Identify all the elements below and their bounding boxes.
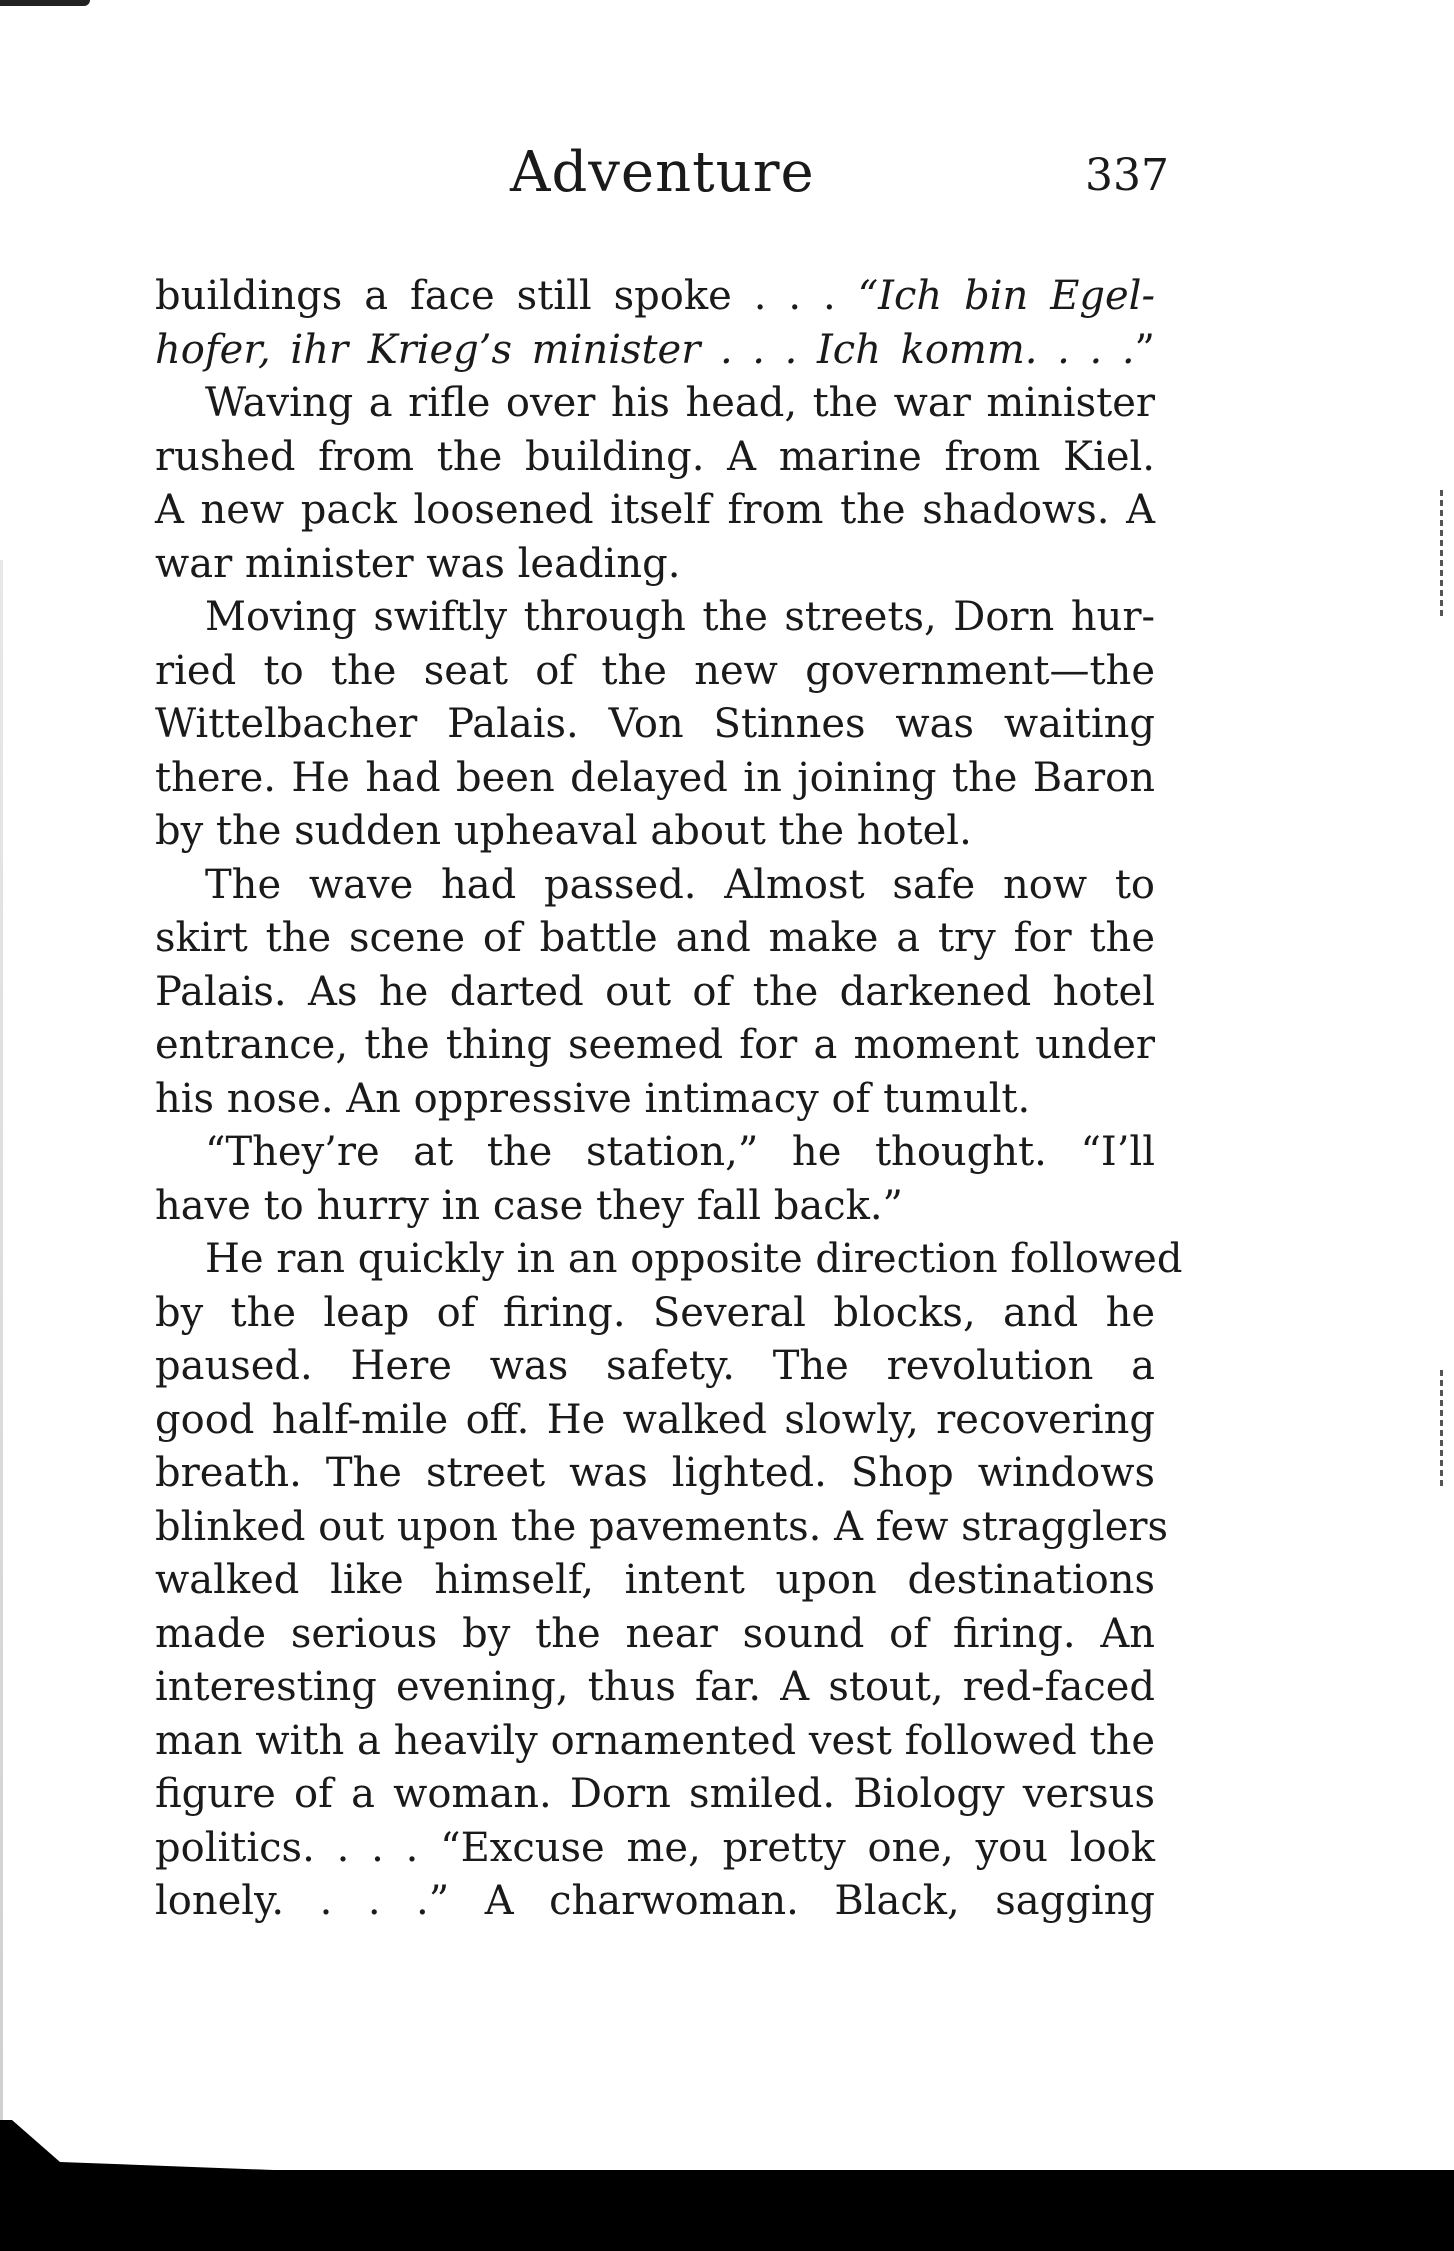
text-line: man with a heavily ornamented vest followed the [155, 1717, 1155, 1764]
text-line: buildings a face still spoke . . . “Ich bin Egel- [155, 273, 1155, 319]
text-line: A new pack loosened itself from the shadows. A [155, 487, 1155, 533]
text-line: made serious by the near sound of firing. An [155, 1610, 1155, 1657]
page-title: Adventure [510, 140, 815, 205]
text-line: Moving swiftly through the streets, Dorn hur- [205, 594, 1155, 640]
scan-artifact-bottom-bar [0, 2170, 1454, 2251]
text-line: his nose. An oppressive intimacy of tumult. [155, 1075, 1031, 1122]
text-line: He ran quickly in an opposite direction followed [205, 1236, 1183, 1282]
body-text [155, 270, 1183, 1929]
text-line: blinked out upon the pavements. A few stragglers [155, 1503, 1169, 1550]
scan-artifact-right-mark [1440, 490, 1443, 620]
text-line: hofer, ihr Krieg’s minister . . . Ich komm. . . .” [155, 326, 1155, 373]
text-line: rushed from the building. A marine from Kiel. [155, 433, 1155, 480]
text-line: “They’re at the station,” he thought. “I’ll [205, 1129, 1155, 1175]
text-line: good half-mile off. He walked slowly, recovering [155, 1396, 1155, 1443]
scan-artifact-top [0, 0, 90, 6]
text-line: The wave had passed. Almost safe now to [205, 861, 1155, 908]
text-line: by the leap of firing. Several blocks, and he [155, 1289, 1155, 1336]
text-line: walked like himself, intent upon destinations [155, 1557, 1155, 1603]
scan-artifact-right-mark [1440, 1370, 1443, 1490]
text-line: figure of a woman. Dorn smiled. Biology versus [155, 1771, 1155, 1817]
page-number: 337 [1085, 150, 1169, 201]
text-line: there. He had been delayed in joining the Baron [155, 754, 1155, 801]
text-line: by the sudden upheaval about the hotel. [155, 808, 972, 854]
text-line: war minister was leading. [155, 540, 681, 587]
text-line: entrance, the thing seemed for a moment under [155, 1022, 1155, 1068]
scan-artifact-left-edge [0, 560, 3, 2200]
running-head [155, 140, 1169, 210]
text-line: skirt the scene of battle and make a try for the [155, 915, 1155, 961]
text-line: have to hurry in case they fall back.” [155, 1182, 904, 1229]
text-line: ried to the seat of the new government—the [155, 647, 1155, 694]
text-line: lonely. . . .” A charwoman. Black, sagging [155, 1878, 1155, 1924]
text-line: Wittelbacher Palais. Von Stinnes was waiting [155, 701, 1155, 747]
text-line: Palais. As he darted out of the darkened hotel [155, 968, 1155, 1015]
text-line: interesting evening, thus far. A stout, red-faced [155, 1664, 1155, 1710]
text-line: Waving a rifle over his head, the war minister [205, 380, 1155, 426]
text-line: breath. The street was lighted. Shop windows [155, 1450, 1155, 1496]
text-line: paused. Here was safety. The revolution a [155, 1343, 1155, 1389]
text-line: politics. . . . “Excuse me, pretty one, you look [155, 1824, 1155, 1871]
